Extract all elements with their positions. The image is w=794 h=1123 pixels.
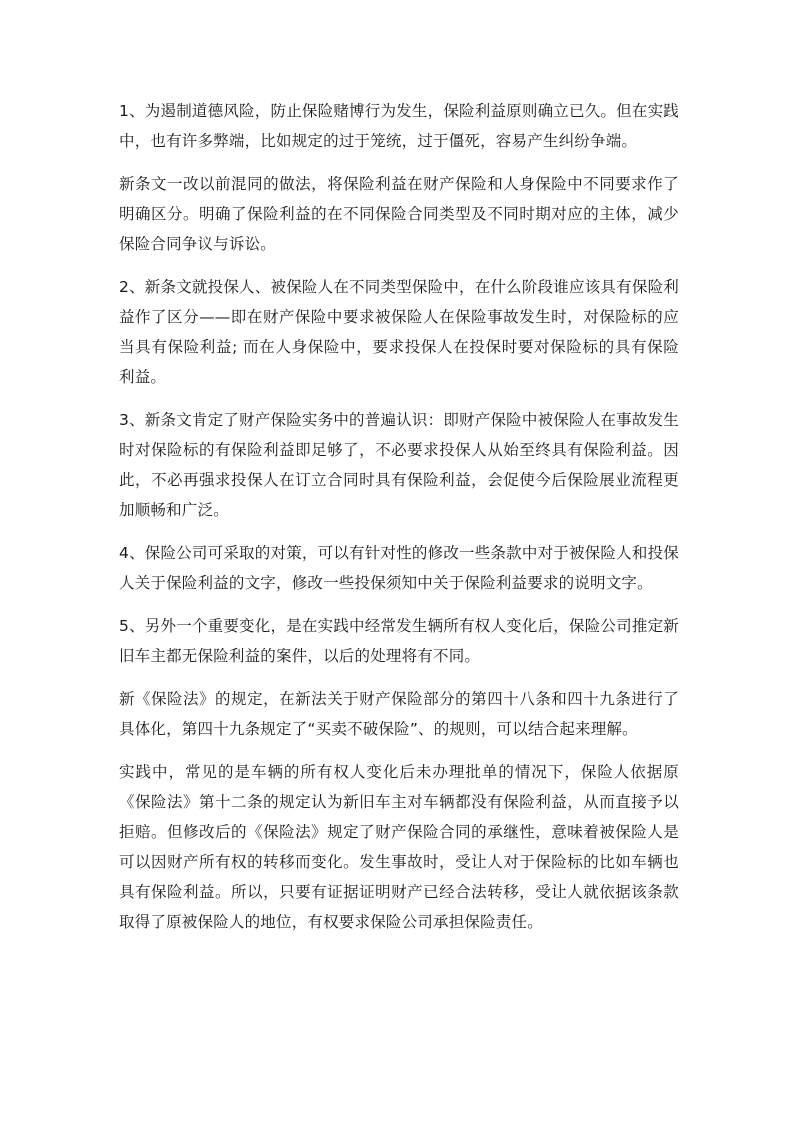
paragraph-practice-example: 实践中，常见的是车辆的所有权人变化后未办理批单的情况下，保险人依据原《保险法》第十二条的规定认为新旧车主对车辆都没有保险利益，从而直接予以拒赔。但修改后的《保险法》规定了财产保险合同的承继性，意味着被保险人是可以因财产所有权的转移而变化。发生事故时，受让人对于保险标的比如车辆也具有保险利益。所以，只要有证据证明财产已经合法转移，受让人就依据该条款取得了原被保险人的地位，有权要求保险公司承担保险责任。	[119, 763, 679, 931]
paragraph-new-clause-distinction: 新条文一改以前混同的做法，将保险利益在财产保险和人身保险中不同要求作了明确区分。明确了保险利益的在不同保险合同类型及不同时期对应的主体，减少保险合同争议与诉讼。	[119, 175, 679, 253]
paragraph-point-3: 3、新条文肯定了财产保险实务中的普遍认识：即财产保险中被保险人在事故发生时对保险标的有保险利益即足够了，不必要求投保人从始至终具有保险利益。因此，不必再强求投保人在订立合同时具有保险利益，会促使今后保险展业流程更加顺畅和广泛。	[119, 411, 679, 519]
paragraph-new-insurance-law: 新《保险法》的规定，在新法关于财产保险部分的第四十八条和四十九条进行了具体化，第四十九条规定了“买卖不破保险”、的规则，可以结合起来理解。	[119, 690, 679, 738]
paragraph-point-2: 2、新条文就投保人、被保险人在不同类型保险中，在什么阶段谁应该具有保险利益作了区分——即在财产保险中要求被保险人在保险事故发生时，对保险标的应当具有保险利益; 而在人身保险中，要求投保人在投保时要对保险标的具有保险利益。	[119, 278, 679, 386]
paragraph-point-4: 4、保险公司可采取的对策，可以有针对性的修改一些条款中对于被保险人和投保人关于保险利益的文字，修改一些投保须知中关于保险利益要求的说明文字。	[119, 544, 679, 592]
paragraph-point-1: 1、为遏制道德风险，防止保险赌博行为发生，保险利益原则确立已久。但在实践中，也有许多弊端，比如规定的过于笼统，过于僵死，容易产生纠纷争端。	[119, 102, 679, 150]
paragraph-point-5: 5、另外一个重要变化，是在实践中经常发生辆所有权人变化后，保险公司推定新旧车主都无保险利益的案件，以后的处理将有不同。	[119, 617, 679, 665]
document-body	[119, 96, 679, 950]
